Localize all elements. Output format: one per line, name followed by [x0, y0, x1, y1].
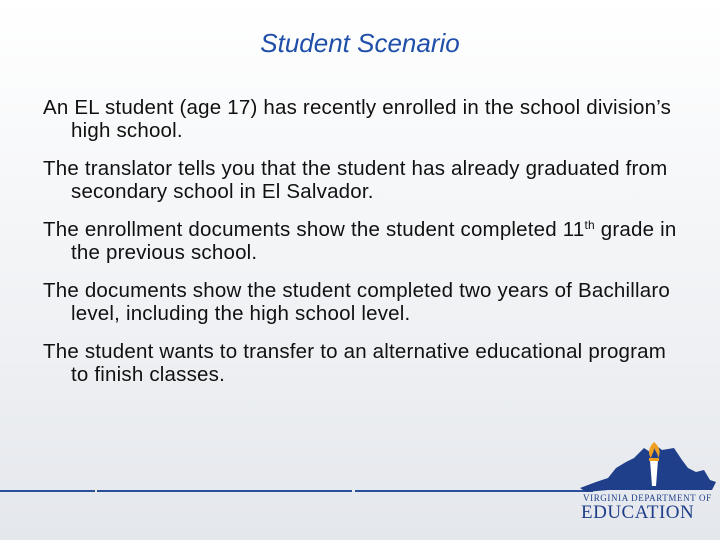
torch-rim	[649, 458, 659, 461]
ordinal-suffix: th	[584, 218, 595, 232]
slide-title: Student Scenario	[260, 28, 460, 58]
scenario-paragraph	[43, 218, 683, 264]
footer-rule	[97, 490, 352, 492]
footer-rule	[0, 490, 95, 492]
scenario-paragraph: The documents show the student completed two years of Bachillaro level, including the high school level.	[43, 279, 670, 325]
scenario-paragraph: The translator tells you that the student has already graduated from secondary school in El Salvador.	[43, 157, 668, 203]
scenario-paragraph: An EL student (age 17) has recently enrolled in the school division’s high school.	[43, 96, 672, 142]
scenario-paragraph: The student wants to transfer to an alternative educational program to finish classes.	[43, 340, 667, 386]
scenario-paragraphs	[43, 96, 683, 401]
logo-text-line1: VIRGINIA DEPARTMENT OF	[583, 493, 712, 503]
logo-text-line2: EDUCATION	[581, 502, 695, 523]
paragraph-text-start: The enrollment documents show the student completed 11	[43, 218, 585, 241]
footer-rule	[355, 490, 593, 492]
virginia-map-shape	[580, 444, 716, 492]
paragraph-text-end: grade in the previous school.	[71, 218, 677, 264]
